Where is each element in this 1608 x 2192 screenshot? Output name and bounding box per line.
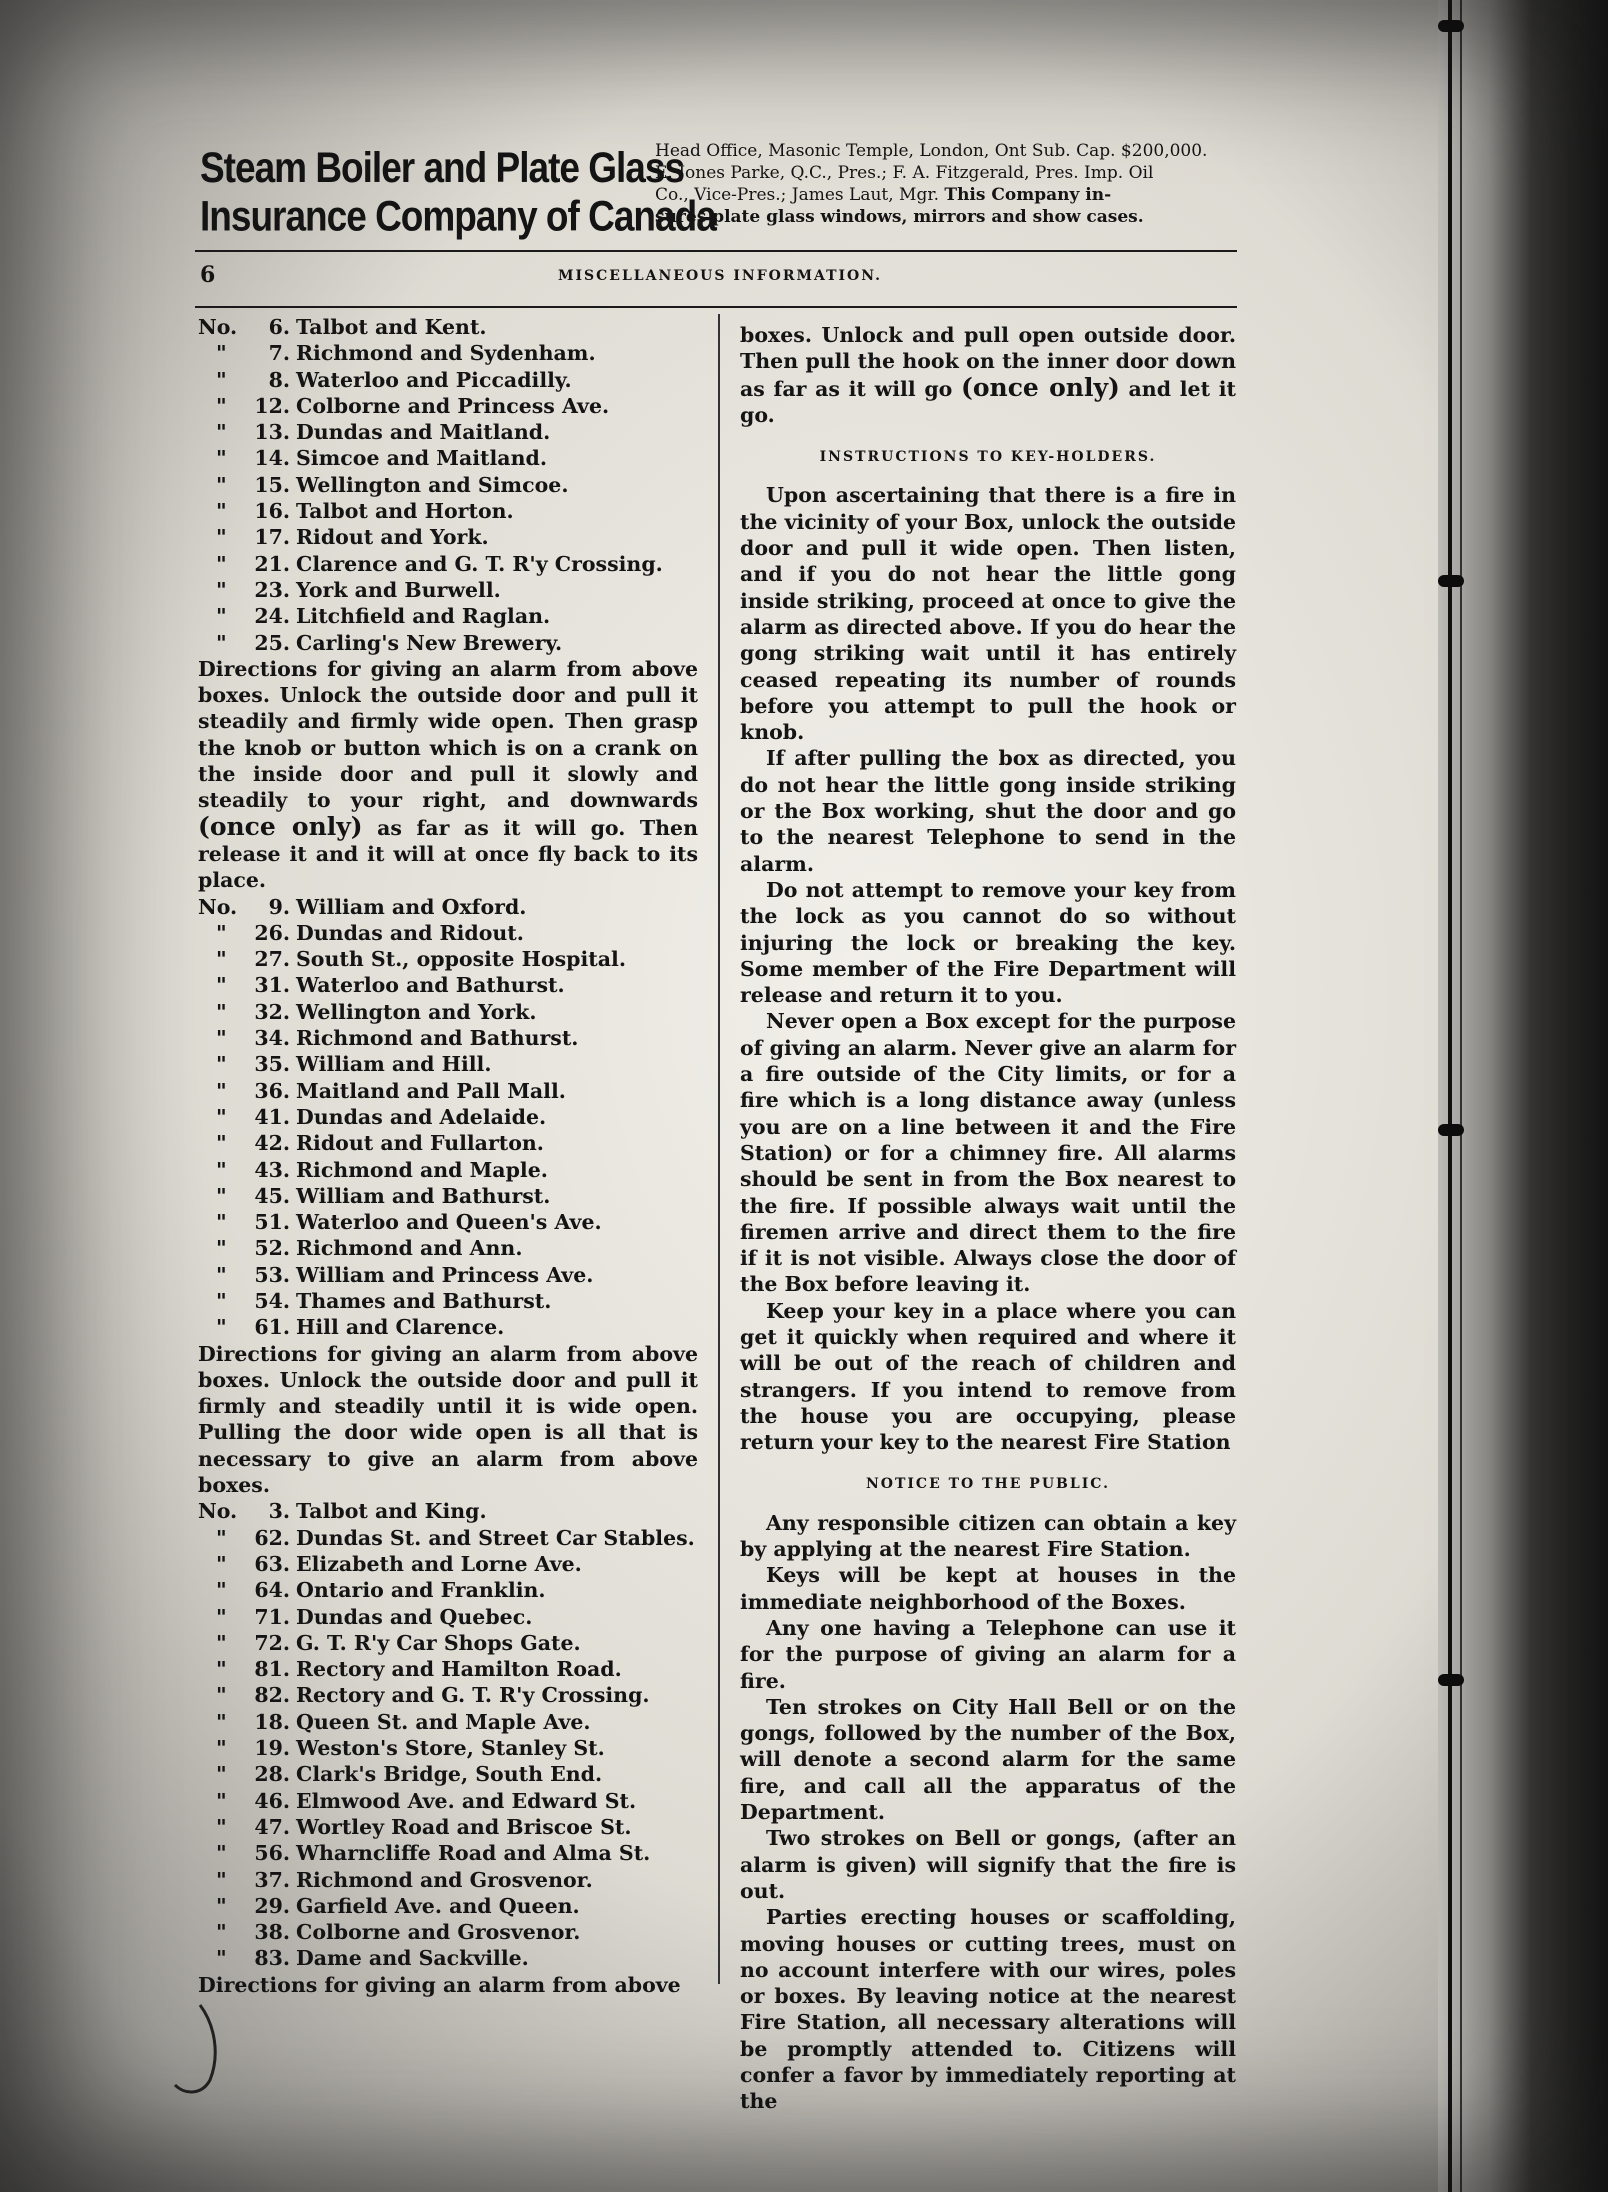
box-location: Wellington and Simcoe. [296, 472, 569, 497]
box-number: 43. [254, 1157, 290, 1182]
box-location: Wortley Road and Briscoe St. [296, 1814, 632, 1839]
directions-1-part-a: Directions for giving an alarm from above boxes. Unlock the outside door and pull it steadily and firmly wide open. Then grasp the knob or button which is on a crank on the inside door and pull it slowly and steadily to your right, and downwards [198, 656, 698, 813]
notice-paragraph: Two strokes on Bell or gongs, (after an alarm is given) will signify that the fire is out. [740, 1826, 1236, 1903]
entry-prefix: " [216, 947, 227, 972]
box-number: 31. [254, 973, 290, 998]
box-location: Elizabeth and Lorne Ave. [296, 1551, 582, 1576]
box-location: Waterloo and Piccadilly. [296, 367, 572, 392]
box-number: 35. [254, 1052, 290, 1077]
box-location: Thames and Bathurst. [296, 1288, 552, 1313]
box-location: Talbot and Horton. [296, 499, 514, 524]
left-column [198, 314, 698, 1998]
box-location: William and Princess Ave. [296, 1262, 594, 1287]
fire-box-entry [198, 1183, 698, 1209]
entry-prefix: " [216, 1683, 227, 1708]
box-number: 42. [254, 1131, 290, 1156]
entry-prefix: No. [198, 894, 238, 919]
box-location: Queen St. and Maple Ave. [296, 1709, 591, 1734]
fire-box-entry [198, 1761, 698, 1787]
box-location: Clark's Bridge, South End. [296, 1762, 603, 1787]
notice-paragraph: Any one having a Telephone can use it for the purpose of giving an alarm for a fire. [740, 1615, 1236, 1693]
box-location: Rectory and Hamilton Road. [296, 1657, 622, 1682]
box-location: Dundas St. and Street Car Stables. [296, 1525, 695, 1550]
box-number: 27. [254, 947, 290, 972]
box-number: 53. [254, 1262, 290, 1287]
notice-paragraph: Parties erecting houses or scaffolding, moving houses or cutting trees, must on no account interfere with our wires, poles or boxes. By leaving notice at the nearest Fire Station, all necessary alterations will be promptly attended to. Citizens will confer a favor by immediately reporting at the [740, 1905, 1236, 2114]
box-number: 15. [254, 472, 290, 497]
fire-box-entry [198, 1945, 698, 1971]
ad-details-line3-b: This Company in- [944, 185, 1112, 205]
entry-prefix: " [216, 1893, 227, 1918]
box-number: 29. [254, 1893, 290, 1918]
binding-edge [1448, 0, 1452, 2192]
entry-prefix: " [216, 1709, 227, 1734]
fire-box-entry [198, 1867, 698, 1893]
box-number: 41. [254, 1104, 290, 1129]
box-location: Ontario and Franklin. [296, 1578, 546, 1603]
right-column [740, 322, 1236, 2115]
fire-box-entry [198, 946, 698, 972]
public-notice-paragraphs [740, 1510, 1236, 2115]
entry-prefix: " [216, 367, 227, 392]
box-number: 64. [254, 1578, 290, 1603]
entry-prefix: " [216, 1525, 227, 1550]
fire-box-entry [198, 1814, 698, 1840]
key-holders-heading: INSTRUCTIONS TO KEY-HOLDERS. [819, 449, 1157, 466]
fire-box-list-1 [198, 314, 698, 656]
box-location: Waterloo and Queen's Ave. [296, 1210, 602, 1235]
fire-box-entry [198, 1025, 698, 1051]
entry-prefix: " [216, 1657, 227, 1682]
box-location: Talbot and King. [296, 1499, 487, 1524]
ad-details-line4: sures plate glass windows, mirrors and show cases. [655, 207, 1144, 227]
fire-box-entry [198, 472, 698, 498]
box-location: Clarence and G. T. R'y Crossing. [296, 551, 663, 576]
box-location: William and Bathurst. [296, 1183, 551, 1208]
box-number: 37. [254, 1867, 290, 1892]
fire-box-entry [198, 1104, 698, 1130]
box-number: 12. [254, 393, 290, 418]
entry-prefix: " [216, 1026, 227, 1051]
pencil-mark [160, 2000, 250, 2100]
fire-box-entry [198, 999, 698, 1025]
notice-paragraph: Ten strokes on City Hall Bell or on the gongs, followed by the number of the Box, will denote a second alarm for the same fire, and call all the apparatus of the Department. [740, 1694, 1236, 1825]
entry-prefix: " [216, 1104, 227, 1129]
fire-box-entry [198, 603, 698, 629]
instruction-paragraph: Do not attempt to remove your key from the lock as you cannot do so without injuring the lock or breaking the key. Some member of the Fire Department will release and return it to you. [740, 877, 1236, 1008]
entry-prefix: No. [198, 315, 238, 339]
box-number: 36. [254, 1078, 290, 1103]
fire-box-entry [198, 419, 698, 445]
box-location: Dundas and Adelaide. [296, 1104, 547, 1129]
box-number: 61. [254, 1315, 290, 1340]
fire-box-entry [198, 340, 698, 366]
box-number: 23. [254, 577, 290, 602]
fire-box-entry [198, 367, 698, 393]
instruction-paragraph: Keep your key in a place where you can get it quickly when required and where it will be out of the reach of children and strangers. If you intend to remove from the house you are occupying, please return your key to the nearest Fire Station [740, 1298, 1236, 1455]
box-location: William and Hill. [296, 1052, 492, 1077]
fire-box-entry [198, 1288, 698, 1314]
entry-prefix: " [216, 525, 227, 550]
entry-prefix: " [216, 1841, 227, 1866]
entry-prefix: " [216, 1262, 227, 1287]
fire-box-entry [198, 1709, 698, 1735]
page-number: 6 [200, 262, 216, 288]
entry-prefix: " [216, 1867, 227, 1892]
entry-prefix: " [216, 472, 227, 497]
continuation-emphasis: (once only) [961, 372, 1120, 402]
fire-box-entry [198, 1498, 698, 1524]
fire-box-entry [198, 1235, 698, 1261]
box-number: 6. [268, 315, 290, 339]
directions-paragraph-2: Directions for giving an alarm from above boxes. Unlock the outside door and pull it firmly and steadily until it is wide open. Pulling the door wide open is all that is necessary to give an alarm from above boxes. [198, 1341, 698, 1498]
box-number: 54. [254, 1288, 290, 1313]
binding-stitch [1438, 575, 1464, 587]
fire-box-entry [198, 1130, 698, 1156]
fire-box-entry [198, 1051, 698, 1077]
box-location: South St., opposite Hospital. [296, 947, 626, 972]
entry-prefix: " [216, 1814, 227, 1839]
ad-details-line3 [655, 184, 1245, 206]
public-notice-heading: NOTICE TO THE PUBLIC. [865, 1476, 1111, 1493]
entry-prefix: " [216, 920, 227, 945]
entry-prefix: No. [198, 1499, 238, 1524]
box-location: Colborne and Princess Ave. [296, 393, 610, 418]
instruction-paragraph: Upon ascertaining that there is a fire in the vicinity of your Box, unlock the outside door and pull it wide open. Then listen, and if you do not hear the little gong inside striking, proceed at once to give the alarm as directed above. If you do hear the gong striking wait until it has entirely ceased repeating its number of rounds before you attempt to pull the hook or knob. [740, 483, 1236, 745]
directions-paragraph-1 [198, 656, 698, 894]
entry-prefix: " [216, 1946, 227, 1971]
entry-prefix: " [216, 604, 227, 629]
box-location: Richmond and Maple. [296, 1157, 548, 1182]
entry-prefix: " [216, 551, 227, 576]
directions-continuation [740, 322, 1236, 428]
fire-box-entry [198, 1577, 698, 1603]
entry-prefix: " [216, 1604, 227, 1629]
fire-box-entry [198, 1262, 698, 1288]
fire-box-entry [198, 1893, 698, 1919]
fire-box-entry [198, 1656, 698, 1682]
binding-stitch [1438, 1674, 1464, 1686]
entry-prefix: " [216, 999, 227, 1024]
box-number: 25. [254, 630, 290, 655]
entry-prefix: " [216, 1578, 227, 1603]
box-number: 9. [268, 894, 290, 919]
box-location: Waterloo and Bathurst. [296, 973, 565, 998]
box-number: 32. [254, 999, 290, 1024]
notice-paragraph: Any responsible citizen can obtain a key by applying at the nearest Fire Station. [740, 1510, 1236, 1562]
box-location: Carling's New Brewery. [296, 630, 563, 655]
box-location: Maitland and Pall Mall. [296, 1078, 566, 1103]
entry-prefix: " [216, 577, 227, 602]
box-number: 82. [254, 1683, 290, 1708]
box-location: Rectory and G. T. R'y Crossing. [296, 1683, 650, 1708]
box-location: Elmwood Ave. and Edward St. [296, 1788, 637, 1813]
entry-prefix: " [216, 1788, 227, 1813]
ad-title-line1: Steam Boiler and Plate Glass [200, 144, 685, 192]
box-number: 18. [254, 1709, 290, 1734]
ad-details-line3-a: Co., Vice-Pres.; James Laut, Mgr. [655, 185, 940, 205]
entry-prefix: " [216, 1236, 227, 1261]
fire-box-entry [198, 1551, 698, 1577]
box-location: Dame and Sackville. [296, 1946, 529, 1971]
box-location: Litchfield and Raglan. [296, 604, 551, 629]
box-number: 83. [254, 1946, 290, 1971]
box-location: Richmond and Ann. [296, 1236, 523, 1261]
box-location: Richmond and Bathurst. [296, 1026, 579, 1051]
box-location: Dundas and Ridout. [296, 920, 524, 945]
entry-prefix: " [216, 1762, 227, 1787]
entry-prefix: " [216, 1157, 227, 1182]
box-number: 72. [254, 1630, 290, 1655]
fire-box-list-2 [198, 894, 698, 1341]
box-location: Ridout and Fullarton. [296, 1131, 544, 1156]
box-number: 13. [254, 420, 290, 445]
fire-box-entry [198, 1735, 698, 1761]
box-location: Weston's Store, Stanley St. [296, 1736, 605, 1761]
box-location: Dundas and Maitland. [296, 420, 551, 445]
entry-prefix: " [216, 393, 227, 418]
running-head [200, 262, 1240, 290]
box-number: 24. [254, 604, 290, 629]
instruction-paragraph: If after pulling the box as directed, you do not hear the little gong inside striking or the Box working, shut the door and go to the nearest Telephone to send in the alarm. [740, 746, 1236, 876]
fire-box-entry [198, 1682, 698, 1708]
fire-box-entry [198, 551, 698, 577]
entry-prefix: " [216, 420, 227, 445]
box-number: 3. [268, 1499, 290, 1524]
continuation-part-b: and let it go. [740, 376, 1236, 427]
fire-box-entry [198, 498, 698, 524]
box-number: 21. [254, 551, 290, 576]
header-rule [195, 250, 1237, 252]
entry-prefix: " [216, 1920, 227, 1945]
binding-stitch [1438, 1124, 1464, 1136]
box-location: Talbot and Kent. [296, 315, 487, 339]
entry-prefix: " [216, 341, 227, 366]
box-number: 38. [254, 1920, 290, 1945]
entry-prefix: " [216, 973, 227, 998]
notice-paragraph: Keys will be kept at houses in the immediate neighborhood of the Boxes. [740, 1563, 1236, 1614]
box-number: 45. [254, 1183, 290, 1208]
fire-box-entry [198, 445, 698, 471]
box-location: Garfield Ave. and Queen. [296, 1893, 580, 1918]
fire-box-entry [198, 314, 698, 340]
box-number: 26. [254, 920, 290, 945]
entry-prefix: " [216, 630, 227, 655]
box-number: 8. [268, 367, 290, 392]
ad-details [655, 140, 1245, 228]
directions-1-emphasis: (once only) [198, 811, 363, 841]
fire-box-entry [198, 577, 698, 603]
key-holders-instructions [740, 482, 1236, 1455]
box-location: Simcoe and Maitland. [296, 446, 547, 471]
box-number: 34. [254, 1026, 290, 1051]
advertisement-header [200, 140, 1240, 240]
box-number: 17. [254, 525, 290, 550]
box-location: Hill and Clarence. [296, 1315, 505, 1340]
running-head-rule [195, 306, 1237, 308]
entry-prefix: " [216, 1736, 227, 1761]
directions-paragraph-3: Directions for giving an alarm from above [198, 1972, 681, 1997]
entry-prefix: " [216, 1078, 227, 1103]
binding-stitch [1438, 20, 1464, 32]
box-number: 46. [254, 1788, 290, 1813]
column-divider [718, 314, 720, 1984]
running-title: MISCELLANEOUS INFORMATION. [557, 268, 883, 284]
box-location: Wharncliffe Road and Alma St. [296, 1841, 651, 1866]
entry-prefix: " [216, 446, 227, 471]
box-number: 14. [254, 446, 290, 471]
ad-details-line2: E. Jones Parke, Q.C., Pres.; F. A. Fitzgerald, Pres. Imp. Oil [655, 163, 1154, 183]
ad-title-line2: Insurance Company of Canada [200, 192, 716, 240]
fire-box-entry [198, 1157, 698, 1183]
fire-box-entry [198, 972, 698, 998]
box-location: Colborne and Grosvenor. [296, 1920, 581, 1945]
instruction-paragraph: Never open a Box except for the purpose of giving an alarm. Never give an alarm for a fire outside of the City limits, or for a fire which is a long distance away (unless you are on a line between it and the Fire Station) or for a chimney fire. All alarms should be sent in from the Box nearest to the fire. If possible always wait until the firemen arrive and direct them to the fire if it is not visible. Always close the door of the Box before leaving it. [740, 1009, 1236, 1297]
directions-1-part-b: as far as it will go. Then release it and it will at once fly back to its place. [198, 815, 699, 893]
entry-prefix: " [216, 1131, 227, 1156]
fire-box-entry [198, 1078, 698, 1104]
entry-prefix: " [216, 499, 227, 524]
fire-box-entry [198, 1630, 698, 1656]
box-location: Wellington and York. [296, 999, 537, 1024]
fire-box-entry [198, 920, 698, 946]
box-location: William and Oxford. [296, 894, 527, 919]
box-location: Richmond and Sydenham. [296, 341, 596, 366]
box-number: 71. [254, 1604, 290, 1629]
box-number: 63. [254, 1551, 290, 1576]
fire-box-entry [198, 630, 698, 656]
fire-box-entry [198, 1788, 698, 1814]
box-number: 7. [268, 341, 290, 366]
entry-prefix: " [216, 1630, 227, 1655]
entry-prefix: " [216, 1210, 227, 1235]
box-number: 19. [254, 1736, 290, 1761]
fire-box-entry [198, 1314, 698, 1340]
fire-box-entry [198, 894, 698, 920]
fire-box-entry [198, 1919, 698, 1945]
entry-prefix: " [216, 1288, 227, 1313]
box-number: 52. [254, 1236, 290, 1261]
box-number: 16. [254, 499, 290, 524]
entry-prefix: " [216, 1551, 227, 1576]
fire-box-entry [198, 1840, 698, 1866]
ad-company-name [200, 144, 716, 241]
box-location: Dundas and Quebec. [296, 1604, 533, 1629]
fire-box-entry [198, 1209, 698, 1235]
ad-details-line1: Head Office, Masonic Temple, London, Ont Sub. Cap. $200,000. [655, 141, 1208, 161]
binding-edge-inner [1460, 0, 1462, 2192]
entry-prefix: " [216, 1315, 227, 1340]
box-location: York and Burwell. [296, 577, 501, 602]
fire-box-entry [198, 524, 698, 550]
entry-prefix: " [216, 1183, 227, 1208]
box-location: G. T. R'y Car Shops Gate. [296, 1630, 581, 1655]
box-number: 28. [254, 1762, 290, 1787]
box-number: 62. [254, 1525, 290, 1550]
box-number: 56. [254, 1841, 290, 1866]
box-location: Ridout and York. [296, 525, 489, 550]
entry-prefix: " [216, 1052, 227, 1077]
box-number: 47. [254, 1814, 290, 1839]
continuation-part-a: boxes. Unlock and pull open outside door. Then pull the hook on the inner door down as far as it will go [740, 323, 1236, 401]
box-number: 81. [254, 1657, 290, 1682]
fire-box-list-3 [198, 1498, 698, 1971]
box-location: Richmond and Grosvenor. [296, 1867, 593, 1892]
box-number: 51. [254, 1210, 290, 1235]
fire-box-entry [198, 1525, 698, 1551]
book-binding [1438, 0, 1608, 2192]
fire-box-entry [198, 1604, 698, 1630]
fire-box-entry [198, 393, 698, 419]
